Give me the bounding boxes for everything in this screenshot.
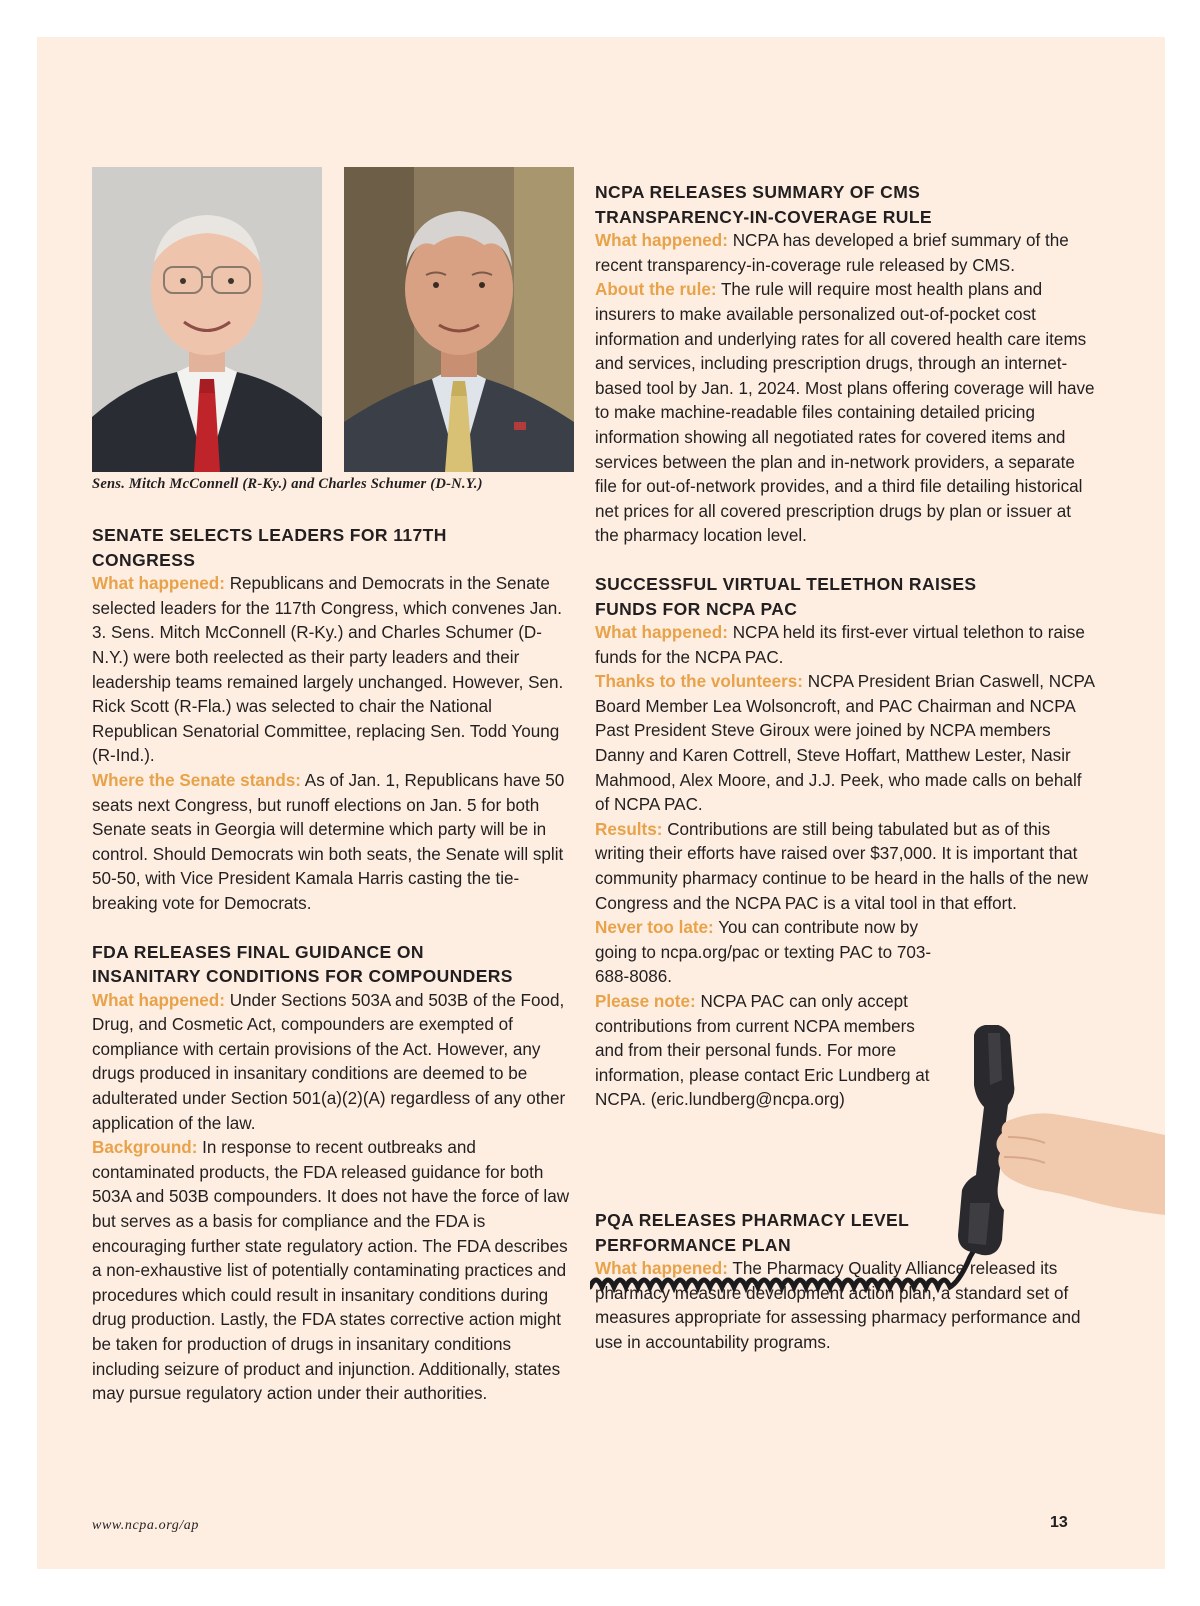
label: What happened: xyxy=(92,990,225,1010)
headline-virtual-telethon: SUCCESSFUL VIRTUAL TELETHON RAISES FUNDS FOR NCPA PAC xyxy=(595,573,977,619)
headline-senate-leaders: SENATE SELECTS LEADERS FOR 117TH CONGRESS xyxy=(92,525,447,570)
paragraph: About the rule: The rule will require most health plans and insurers to make available personalized out-of-pocket cost information and underlying rates for all covered health care items and services, including prescription drugs, through an internet-based tool by Jan. 1, 2024. Most plans offering coverage will have to make machine-readable files containing detailed pricing information showing all negotiated rates for covered items and services between the plan and in-network providers, a separate file for out-of-network provides, and a third file detailing historical net prices for all covered prescription drugs by plan or issuer at the pharmacy location level. xyxy=(595,280,1095,546)
footer-url: www.ncpa.org/ap xyxy=(92,1518,200,1533)
label: Background: xyxy=(92,1138,198,1158)
headline-cms-transparency: NCPA RELEASES SUMMARY OF CMS TRANSPARENCY-IN-COVERAGE RULE xyxy=(595,182,932,227)
photo-mcconnell xyxy=(92,167,322,472)
label: Where the Senate stands: xyxy=(92,770,301,790)
label: Never too late: xyxy=(595,918,714,938)
article-fda-guidance xyxy=(92,940,572,1407)
label: Results: xyxy=(595,819,663,839)
paragraph: Background: In response to recent outbreaks and contaminated products, the FDA released guidance for both 503A and 503B compounders. It does not have the force of law but serves as a basis for compliance and the FDA is encouraging further state regulatory action. The FDA describes a non-exhaustive list of potentially contaminating practices and procedures which could result in insanitary conditions during drug production. Lastly, the FDA states corrective action might be taken for production of drugs in insanitary conditions including seizure of product and injunction. Additionally, states may pursue regulatory action under their authorities. xyxy=(92,1138,570,1404)
article-cms-transparency xyxy=(595,180,1095,549)
paragraph: Never too late: You can contribute now by going to ncpa.org/pac or texting PAC to 703-688-8086. xyxy=(595,918,932,987)
left-column xyxy=(92,523,572,1407)
telephone-handset-illustration xyxy=(590,1025,1165,1315)
label: What happened: xyxy=(92,574,225,594)
label: What happened: xyxy=(595,231,728,251)
label: What happened: xyxy=(595,623,728,643)
paragraph: Please note: NCPA PAC can only accept contributions from current NCPA members and from their personal funds. For more information, please contact Eric Lundberg at NCPA. (eric.lundberg@ncpa.org) xyxy=(595,992,930,1110)
paragraph: What happened: The Pharmacy Quality Alliance released its pharmacy measure development action plan, a standard set of measures appropriate for assessing pharmacy performance and use in accountability programs. xyxy=(595,1259,1081,1352)
paragraph: Results: Contributions are still being tabulated but as of this writing their efforts have raised over $37,000. It is important that community pharmacy continue to be heard in the halls of the new Congress and the NCPA PAC is a vital tool in that effort. xyxy=(595,819,1089,913)
paragraph: What happened: NCPA has developed a brief summary of the recent transparency-in-coverage rule released by CMS. xyxy=(595,231,1069,275)
photo-caption: Sens. Mitch McConnell (R-Ky.) and Charles Schumer (D-N.Y.) xyxy=(92,476,483,492)
paragraph: What happened: NCPA held its first-ever virtual telethon to raise funds for the NCPA PAC. xyxy=(595,623,1085,667)
label: Please note: xyxy=(595,992,696,1011)
article-senate-leaders xyxy=(92,523,572,917)
page-number: 13 xyxy=(1050,1514,1068,1531)
paragraph: Thanks to the volunteers: NCPA President Brian Caswell, NCPA Board Member Lea Wolsoncroft, and PAC Chairman and NCPA Past President Steve Giroux were joined by NCPA members Danny and Karen Cottrell, Steve Hoffart, Matthew Lester, Nasir Mahmood, Alex Moore, and J.J. Peek, who made calls on behalf of NCPA PAC. xyxy=(595,672,1095,815)
label: About the rule: xyxy=(595,280,717,300)
label: What happened: xyxy=(595,1259,728,1279)
headline-fda-guidance: FDA RELEASES FINAL GUIDANCE ON INSANITARY CONDITIONS FOR COMPOUNDERS xyxy=(92,941,513,987)
headline-pqa-plan: PQA RELEASES PHARMACY LEVEL PERFORMANCE PLAN xyxy=(595,1209,910,1255)
label: Thanks to the volunteers: xyxy=(595,672,804,692)
phone-cord xyxy=(590,1222,985,1287)
hand xyxy=(996,1113,1165,1215)
photo-schumer xyxy=(344,167,574,472)
paragraph: What happened: Republicans and Democrats in the Senate selected leaders for the 117th Congress, which convenes Jan. 3. Sens. Mitch McConnell (R-Ky.) and Charles Schumer (D-N.Y.) were both reelected as their party leaders and their leadership teams remained largely unchanged. However, Sen. Rick Scott (R-Fla.) was selected to chair the National Republican Senatorial Committee, replacing Sen. Todd Young (R-Ind.). xyxy=(92,574,564,766)
paragraph: Where the Senate stands: As of Jan. 1, Republicans have 50 seats next Congress, but runoff elections on Jan. 5 for both Senate seats in Georgia will determine which party will be in control. Should Democrats win both seats, the Senate will split 50-50, with Vice President Kamala Harris casting the tie-breaking vote for Democrats. xyxy=(92,770,565,913)
paragraph: What happened: Under Sections 503A and 503B of the Food, Drug, and Cosmetic Act, compounders are exempted of compliance with certain provisions of the Act. However, any drugs produced in insanitary conditions are deemed to be adulterated under Section 501(a)(2)(A) regardless of any other application of the law. xyxy=(92,990,566,1133)
